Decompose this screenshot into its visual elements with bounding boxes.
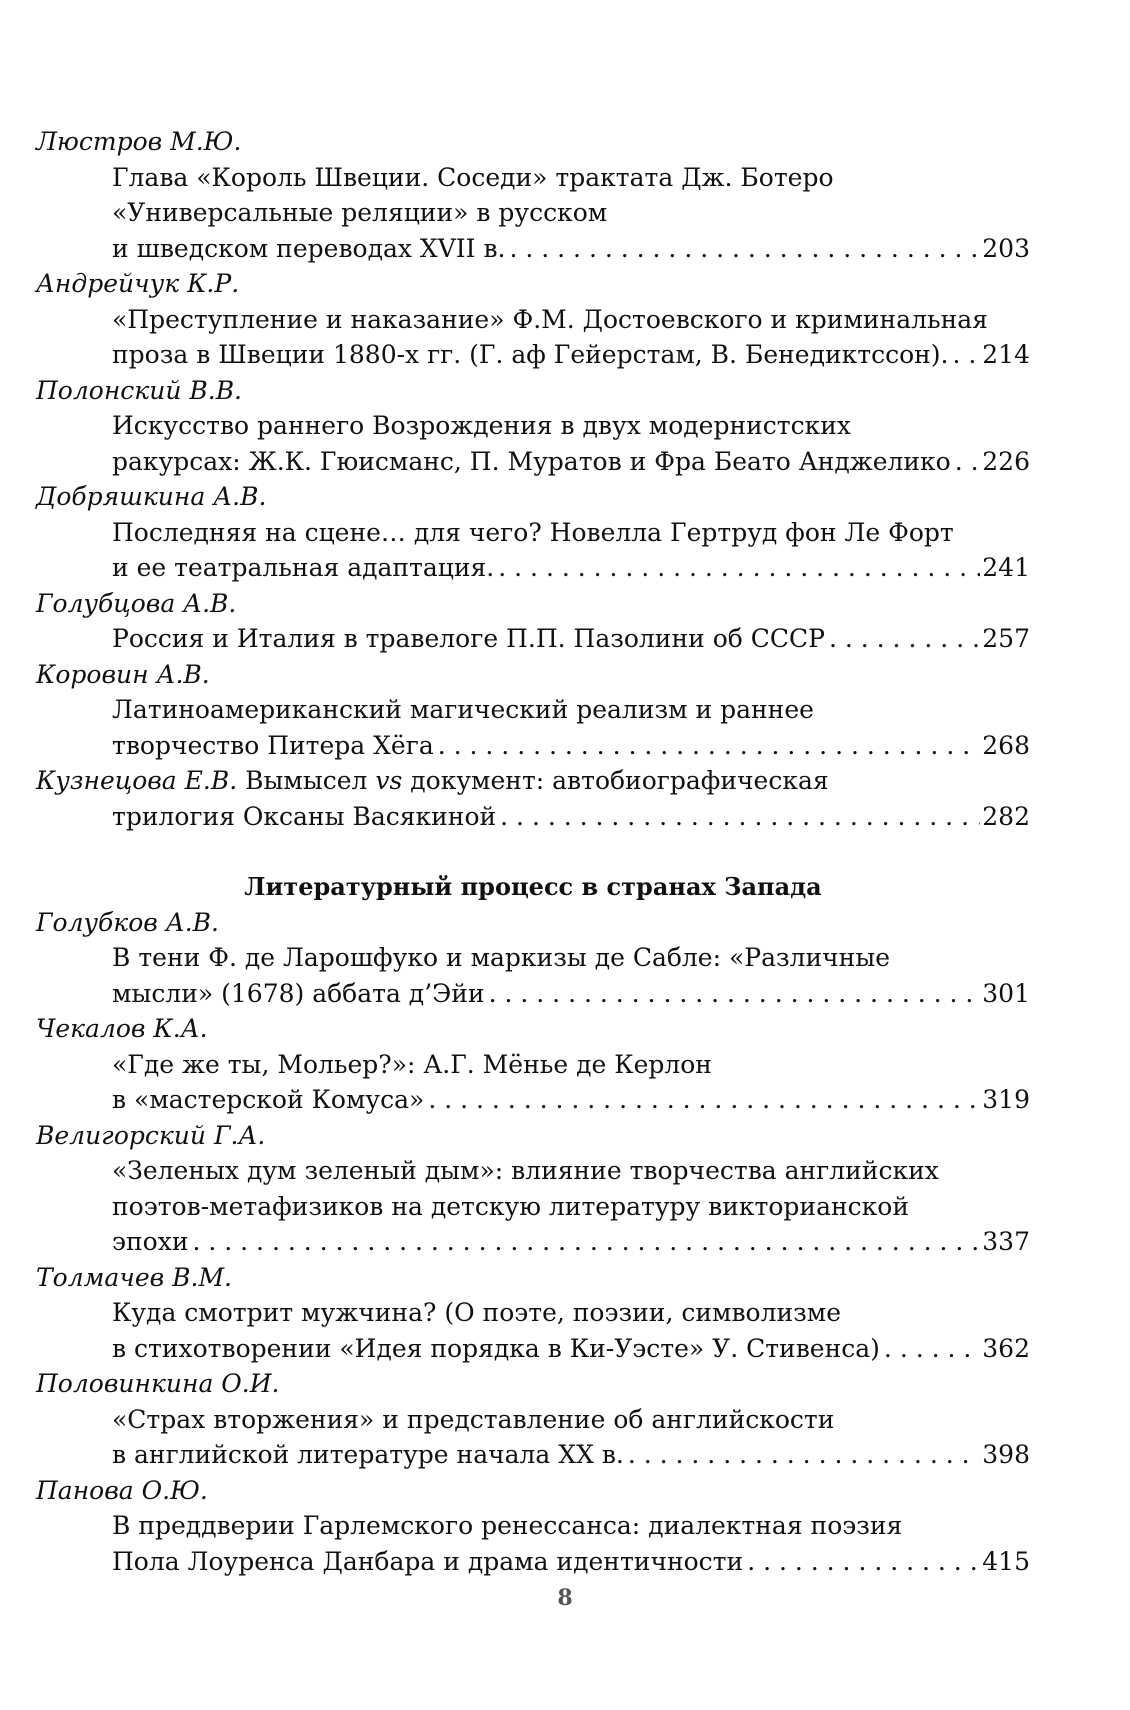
section-heading: Литературный процесс в странах Запада [244,872,822,901]
toc-entry-last-line [36,550,1030,586]
table-of-contents [36,124,1030,1579]
toc-entry-page: 203 [982,233,1030,263]
toc-entry-last-line [36,1082,1030,1118]
toc-entry-author: Полонский В.В. [36,375,243,405]
toc-entry-last-line [36,621,1030,657]
toc-entry-title-last: и шведском переводах XVII в. [112,233,506,263]
dot-leader [192,1224,980,1260]
toc-entry-author: Панова О.Ю. [36,1475,208,1505]
toc-entry [36,479,1030,586]
toc-entry-author: Коровин А.В. [36,659,210,689]
toc-entry-title-line: «Где же ты, Мольер?»: А.Г. Мёнье де Керлон [112,1049,712,1079]
toc-entry-last-line [36,337,1030,373]
toc-entry [36,1473,1030,1580]
toc-entry-author: Голубков А.В. [36,907,219,937]
toc-entry-title-last: трилогия Оксаны Васякиной [112,801,497,831]
toc-entry-last-line [36,1437,1030,1473]
dot-leader [438,728,981,764]
toc-entry-title-last: эпохи [112,1227,189,1256]
toc-entry-page: 319 [982,1085,1030,1114]
toc-entry-title-last: ракурсах: Ж.К. Гюисманс, П. Муратов и Фра Беато Анджелико [112,446,951,476]
toc-entry-title-line: Куда смотрит мужчина? (О поэте, поэзии, символизме [112,1298,841,1327]
toc-entry-title-end: документ: автобиографическая [402,766,829,795]
toc-entry-title-last: в стихотворении «Идея порядка в Ки-Уэсте» У. Стивенса) [112,1333,880,1363]
toc-entry-page: 337 [982,1227,1030,1256]
dot-leader [509,231,980,267]
toc-entry-title-line: «Страх вторжения» и представление об английскости [112,1404,835,1434]
toc-group-1 [36,124,1030,763]
toc-entry-last-line [36,444,1030,480]
toc-entry-title-last: проза в Швеции 1880-х гг. (Г. аф Гейерстам, В. Бенедиктссон). [112,340,949,369]
toc-entry-title-line: Искусство раннего Возрождения в двух модернистских [112,411,851,440]
dot-leader [428,1082,980,1118]
toc-entry-page: 268 [982,730,1030,760]
toc-entry [36,124,1030,266]
toc-entry-title-last: и ее театральная адаптация. [112,553,495,582]
toc-entry-title-last: в «мастерской Комуса» [112,1085,425,1114]
toc-entry-page: 415 [982,1546,1030,1576]
toc-entry-title-line: «Зеленых дум зеленый дым»: влияние творчества английских [112,1156,939,1185]
dot-leader [955,444,981,480]
toc-entry-title-start: Вымысел [237,766,376,795]
toc-group-2 [36,905,1030,1580]
toc-entry-last-line [36,1331,1030,1367]
toc-entry-last-line [36,231,1030,267]
toc-entry [36,763,1030,834]
toc-entry-last-line [36,799,1030,835]
toc-entry-last-line [36,1544,1030,1580]
toc-entry-page: 282 [982,801,1030,831]
toc-entry-page: 257 [982,624,1030,653]
toc-entry-page: 214 [982,340,1030,369]
toc-entry-title-line: «Преступление и наказание» Ф.М. Достоевского и криминальная [112,304,988,334]
toc-entry-title-last: в английской литературе начала XX в. [112,1440,624,1469]
toc-entry-page: 301 [982,978,1030,1008]
toc-entry-title-last: мысли» (1678) аббата д’Эйи [112,978,485,1008]
toc-entry-author: Кузнецова Е.В. [36,766,238,795]
toc-entry-title-vs: vs [375,766,403,795]
dot-leader [498,550,980,586]
toc-entry-title-line: «Универсальные реляции» в русском [112,198,608,227]
toc-entry [36,586,1030,657]
dot-leader [500,799,980,835]
toc-entry-title-last: Россия и Италия в травелоге П.П. Пазолини об СССР [112,624,825,653]
toc-entry-last-line [36,976,1030,1012]
dot-leader [489,976,981,1012]
toc-entry-author-line [36,763,1030,799]
toc-entry-last-line [36,728,1030,764]
toc-entry [36,905,1030,1012]
toc-entry-author: Андрейчук К.Р. [36,269,240,298]
dot-leader [628,1437,980,1473]
toc-entry-author: Добряшкина А.В. [36,482,267,511]
toc-entry-title-last: творчество Питера Хёга [112,730,434,760]
toc-entry-title-line: В тени Ф. де Ларошфуко и маркизы де Сабле: «Различные [112,943,891,972]
toc-entry [36,373,1030,480]
dot-leader [747,1544,980,1580]
toc-entry-title-line: В преддверии Гарлемского ренессанса: диалектная поэзия [112,1511,903,1540]
toc-entry-author: Толмачев В.М. [36,1262,232,1292]
toc-entry [36,657,1030,764]
toc-entry-page: 226 [982,446,1030,476]
toc-entry-author: Велигорский Г.А. [36,1120,266,1150]
toc-entry [36,266,1030,373]
toc-entry-author: Половинкина О.И. [36,1369,280,1398]
page-number: 8 [557,1585,573,1611]
toc-entry-title-line: Последняя на сцене… для чего? Новелла Гертруд фон Ле Форт [112,517,954,547]
toc-entry-title-line: Глава «Король Швеции. Соседи» трактата Дж. Ботеро [112,162,834,192]
dot-leader [953,337,981,373]
toc-entry-author: Люстров М.Ю. [36,127,242,156]
dot-leader [829,621,980,657]
toc-entry-page: 241 [982,553,1030,582]
toc-entry [36,1011,1030,1118]
toc-entry [36,1260,1030,1367]
toc-entry-last-line [36,1224,1030,1260]
toc-entry-page: 398 [982,1440,1030,1469]
toc-entry [36,1366,1030,1473]
toc-entry-title-line: поэтов-метафизиков на детскую литературу викторианской [112,1191,909,1221]
toc-entry-page: 362 [982,1333,1030,1363]
toc-entry [36,1118,1030,1260]
toc-entry-author: Чекалов К.А. [36,1014,208,1043]
dot-leader [884,1331,980,1367]
toc-entry-author: Голубцова А.В. [36,588,237,618]
toc-entry-title-line: Латиноамериканский магический реализм и раннее [112,695,814,724]
toc-entry-title-last: Пола Лоуренса Данбара и драма идентичности [112,1546,744,1576]
